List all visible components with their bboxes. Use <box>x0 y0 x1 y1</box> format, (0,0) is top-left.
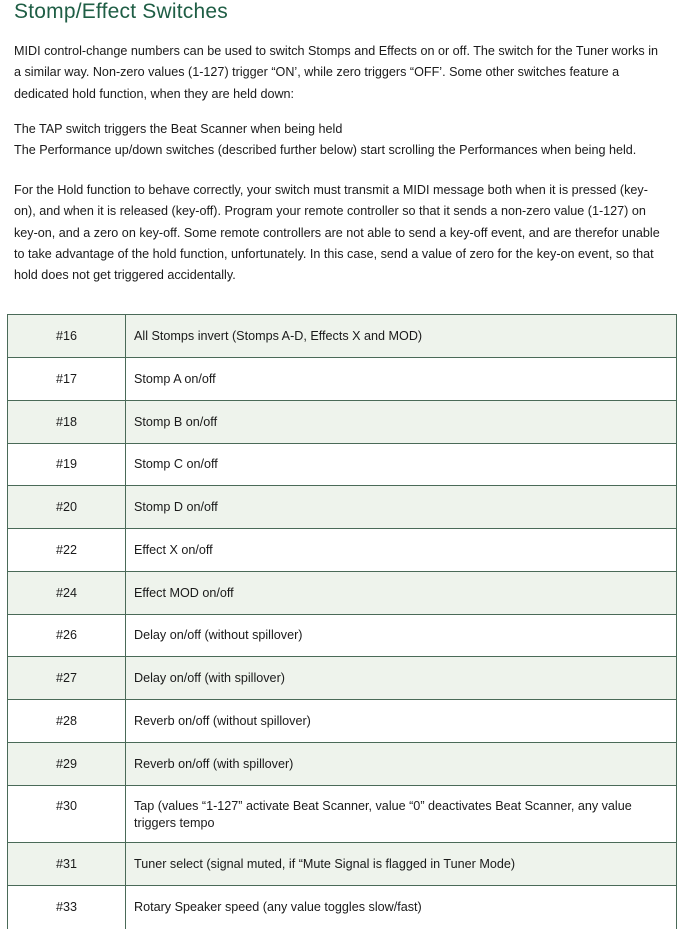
hold-note-line: key-on, and a zero on key-off. Some remote controllers are not able to send a key-off event, and are therefor unable <box>14 225 660 240</box>
cc-number: #26 <box>8 615 126 657</box>
intro-line: dedicated hold function, when they are held down: <box>14 86 295 101</box>
cc-function: Delay on/off (with spillover) <box>126 657 677 700</box>
hold-note-line: to take advantage of the hold function, unfortunately. In this case, send a value of zero for the key-on event, so that <box>14 246 654 261</box>
cc-number: #29 <box>8 743 126 786</box>
table-row <box>8 529 677 572</box>
cc-function: Delay on/off (without spillover) <box>126 615 677 657</box>
table-row <box>8 358 677 401</box>
cc-function: Stomp D on/off <box>126 486 677 529</box>
cc-function: Rotary Speaker speed (any value toggles slow/fast) <box>126 886 677 929</box>
hold-note-line: hold does not get triggered accidentally. <box>14 268 236 283</box>
cc-number: #22 <box>8 529 126 572</box>
table-row <box>8 786 677 843</box>
cc-function: All Stomps invert (Stomps A-D, Effects X and MOD) <box>126 315 677 358</box>
hold-note-line: For the Hold function to behave correctly, your switch must transmit a MIDI message both when it is pressed (key- <box>14 183 648 197</box>
hold-note-line: on), and when it is released (key-off). Program your remote controller so that it sends a non-zero value (1-127) on <box>14 204 646 219</box>
cc-function: Stomp C on/off <box>126 444 677 486</box>
hold-note-paragraph <box>14 180 680 286</box>
cc-function: Tap (values “1-127” activate Beat Scanner, value “0” deactivates Beat Scanner, any value triggers tempo <box>126 786 677 843</box>
table-row <box>8 486 677 529</box>
table-row <box>8 743 677 786</box>
hold-switch-performance: The Performance up/down switches (described further below) start scrolling the Performances when being held. <box>14 143 637 158</box>
table-row <box>8 843 677 886</box>
cc-number: #33 <box>8 886 126 929</box>
cc-switch-table <box>7 314 677 929</box>
cc-number: #17 <box>8 358 126 401</box>
cc-function: Effect X on/off <box>126 529 677 572</box>
cc-number: #27 <box>8 657 126 700</box>
cc-number: #30 <box>8 786 126 843</box>
page-title: Stomp/Effect Switches <box>14 0 228 23</box>
cc-function: Stomp A on/off <box>126 358 677 401</box>
table-row <box>8 615 677 657</box>
cc-function: Reverb on/off (without spillover) <box>126 700 677 743</box>
intro-paragraph <box>14 41 680 105</box>
intro-line: MIDI control-change numbers can be used to switch Stomps and Effects on or off. The switch for the Tuner works in <box>14 44 658 58</box>
table-row <box>8 444 677 486</box>
table-row <box>8 315 677 358</box>
cc-number: #19 <box>8 444 126 486</box>
table-row <box>8 572 677 615</box>
cc-function: Tuner select (signal muted, if “Mute Signal is flagged in Tuner Mode) <box>126 843 677 886</box>
table-row <box>8 700 677 743</box>
cc-number: #28 <box>8 700 126 743</box>
cc-function: Effect MOD on/off <box>126 572 677 615</box>
cc-number: #24 <box>8 572 126 615</box>
table-row <box>8 401 677 444</box>
cc-number: #20 <box>8 486 126 529</box>
table-row <box>8 657 677 700</box>
cc-number: #16 <box>8 315 126 358</box>
cc-function: Stomp B on/off <box>126 401 677 444</box>
table-row <box>8 886 677 929</box>
cc-function: Reverb on/off (with spillover) <box>126 743 677 786</box>
intro-line: a similar way. Non-zero values (1-127) trigger “ON’, while zero triggers “OFF’. Some other switches feature a <box>14 65 620 80</box>
cc-number: #31 <box>8 843 126 886</box>
hold-switch-tap: The TAP switch triggers the Beat Scanner when being held <box>14 122 343 136</box>
hold-switches-paragraph <box>14 119 680 162</box>
cc-number: #18 <box>8 401 126 444</box>
